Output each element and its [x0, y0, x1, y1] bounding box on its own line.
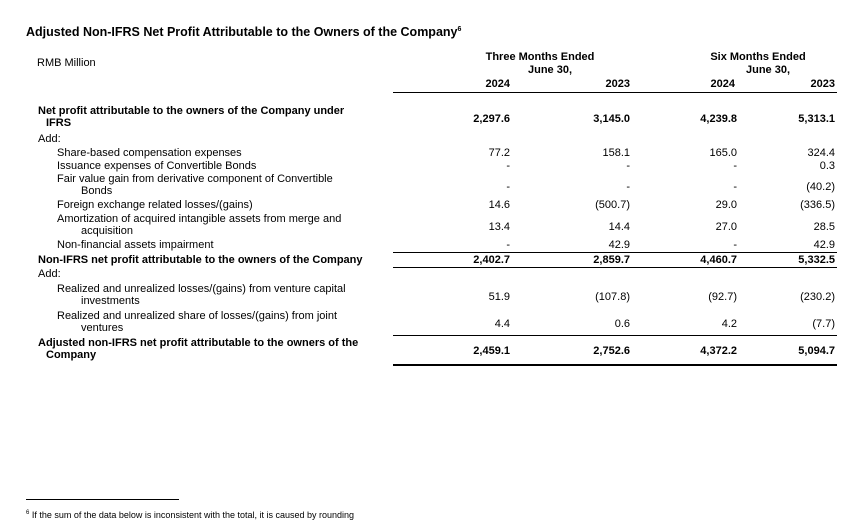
table-cell: 2,459.1	[473, 345, 510, 357]
table-cell: -	[506, 181, 510, 193]
row-label-line2: investments	[81, 295, 140, 307]
table-cell: 14.6	[488, 199, 510, 211]
group-header-line1: Three Months Ended	[485, 51, 595, 63]
table-cell: (7.7)	[812, 318, 835, 330]
row-label	[38, 133, 61, 145]
row-label-line1: Realized and unrealized losses/(gains) from venture capital	[57, 283, 346, 295]
header-rule	[393, 92, 837, 93]
row-label	[57, 199, 253, 211]
table-cell: 2,752.6	[593, 345, 630, 357]
row-label-line1: Net profit attributable to the owners of the Company under	[38, 105, 345, 117]
row-label	[57, 239, 214, 251]
table-rule	[393, 364, 837, 366]
group-header-line2: June 30,	[745, 64, 791, 76]
row-label	[57, 173, 333, 197]
table-cell: 2,297.6	[473, 113, 510, 125]
table-rule	[393, 267, 837, 268]
table-cell: -	[733, 239, 737, 251]
table-rule	[393, 252, 837, 253]
footnote-text: If the sum of the data below is inconsistent with the total, it is caused by rounding	[31, 510, 355, 520]
table-cell: 28.5	[813, 221, 835, 233]
table-cell: 4,460.7	[700, 254, 737, 266]
row-label-line2: Company	[46, 349, 97, 361]
table-cell: -	[733, 160, 737, 172]
table-cell: 4.2	[721, 318, 737, 330]
table-cell: (230.2)	[800, 291, 835, 303]
row-label-line1: Issuance expenses of Convertible Bonds	[57, 160, 257, 172]
year-header-col3: 2024	[710, 78, 735, 90]
table-cell: 2,402.7	[473, 254, 510, 266]
year-header-col4: 2023	[810, 78, 835, 90]
group-header-six-months	[688, 51, 828, 77]
row-label	[38, 105, 344, 129]
table-cell: (500.7)	[595, 199, 630, 211]
row-label-line2: IFRS	[46, 117, 72, 129]
footnote-mark: 6	[26, 510, 30, 516]
table-cell: 77.2	[488, 147, 510, 159]
row-label-line1: Non-financial assets impairment	[57, 239, 214, 251]
table-cell: -	[506, 239, 510, 251]
row-label-line1: Realized and unrealized share of losses/(gains) from joint	[57, 310, 338, 322]
year-header-col2: 2023	[605, 78, 630, 90]
row-label-line1: Add:	[38, 268, 61, 280]
row-label-line1: Fair value gain from derivative component of Convertible	[57, 173, 333, 185]
year-header-col1: 2024	[485, 78, 510, 90]
group-header-line1: Six Months Ended	[710, 51, 806, 63]
group-header-line2: June 30,	[527, 64, 573, 76]
row-label	[57, 310, 337, 334]
row-label	[57, 213, 341, 237]
table-cell: 5,332.5	[798, 254, 835, 266]
table-cell: 158.1	[602, 147, 630, 159]
table-cell: 42.9	[608, 239, 630, 251]
table-cell: -	[506, 160, 510, 172]
table-cell: 2,859.7	[593, 254, 630, 266]
table-cell: (107.8)	[595, 291, 630, 303]
row-label-line2: acquisition	[81, 225, 133, 237]
table-cell: 14.4	[608, 221, 630, 233]
table-cell: (336.5)	[800, 199, 835, 211]
table-cell: 5,094.7	[798, 345, 835, 357]
row-label-line2: ventures	[81, 322, 124, 334]
table-cell: 165.0	[709, 147, 737, 159]
table-cell: (40.2)	[806, 181, 835, 193]
table-cell: -	[626, 160, 630, 172]
footnote-mark: 6	[457, 25, 462, 33]
table-cell: -	[626, 181, 630, 193]
row-label-line1: Share-based compensation expenses	[57, 147, 242, 159]
footnote-divider	[26, 499, 179, 500]
table-cell: 51.9	[488, 291, 510, 303]
row-label-line1: Amortization of acquired intangible assets from merge and	[57, 213, 342, 225]
table-cell: 324.4	[807, 147, 835, 159]
row-label-line1: Non-IFRS net profit attributable to the owners of the Company	[38, 254, 363, 266]
table-cell: 4,372.2	[700, 345, 737, 357]
footnote	[26, 510, 354, 520]
table-cell: 4,239.8	[700, 113, 737, 125]
row-label	[38, 254, 363, 266]
title-text: Adjusted Non-IFRS Net Profit Attributable to the Owners of the Company	[26, 25, 458, 39]
table-cell: 4.4	[494, 318, 510, 330]
row-label	[57, 283, 346, 307]
table-cell: 42.9	[813, 239, 835, 251]
row-label	[38, 337, 358, 361]
row-label	[57, 147, 242, 159]
row-label-line1: Add:	[38, 133, 61, 145]
row-label-line1: Foreign exchange related losses/(gains)	[57, 199, 253, 211]
unit-label: RMB Million	[37, 57, 96, 69]
table-cell: 0.6	[614, 318, 630, 330]
table-cell: 13.4	[488, 221, 510, 233]
table-rule	[393, 335, 837, 336]
table-cell: 0.3	[819, 160, 835, 172]
table-cell: 29.0	[715, 199, 737, 211]
table-cell: 27.0	[715, 221, 737, 233]
table-title	[26, 25, 461, 39]
row-label	[38, 268, 61, 280]
table-cell: 3,145.0	[593, 113, 630, 125]
row-label-line2: Bonds	[81, 185, 113, 197]
table-cell: (92.7)	[708, 291, 737, 303]
table-cell: 5,313.1	[798, 113, 835, 125]
row-label	[57, 160, 256, 172]
row-label-line1: Adjusted non-IFRS net profit attributable to the owners of the	[38, 337, 359, 349]
group-header-three-months	[470, 51, 610, 77]
table-cell: -	[733, 181, 737, 193]
